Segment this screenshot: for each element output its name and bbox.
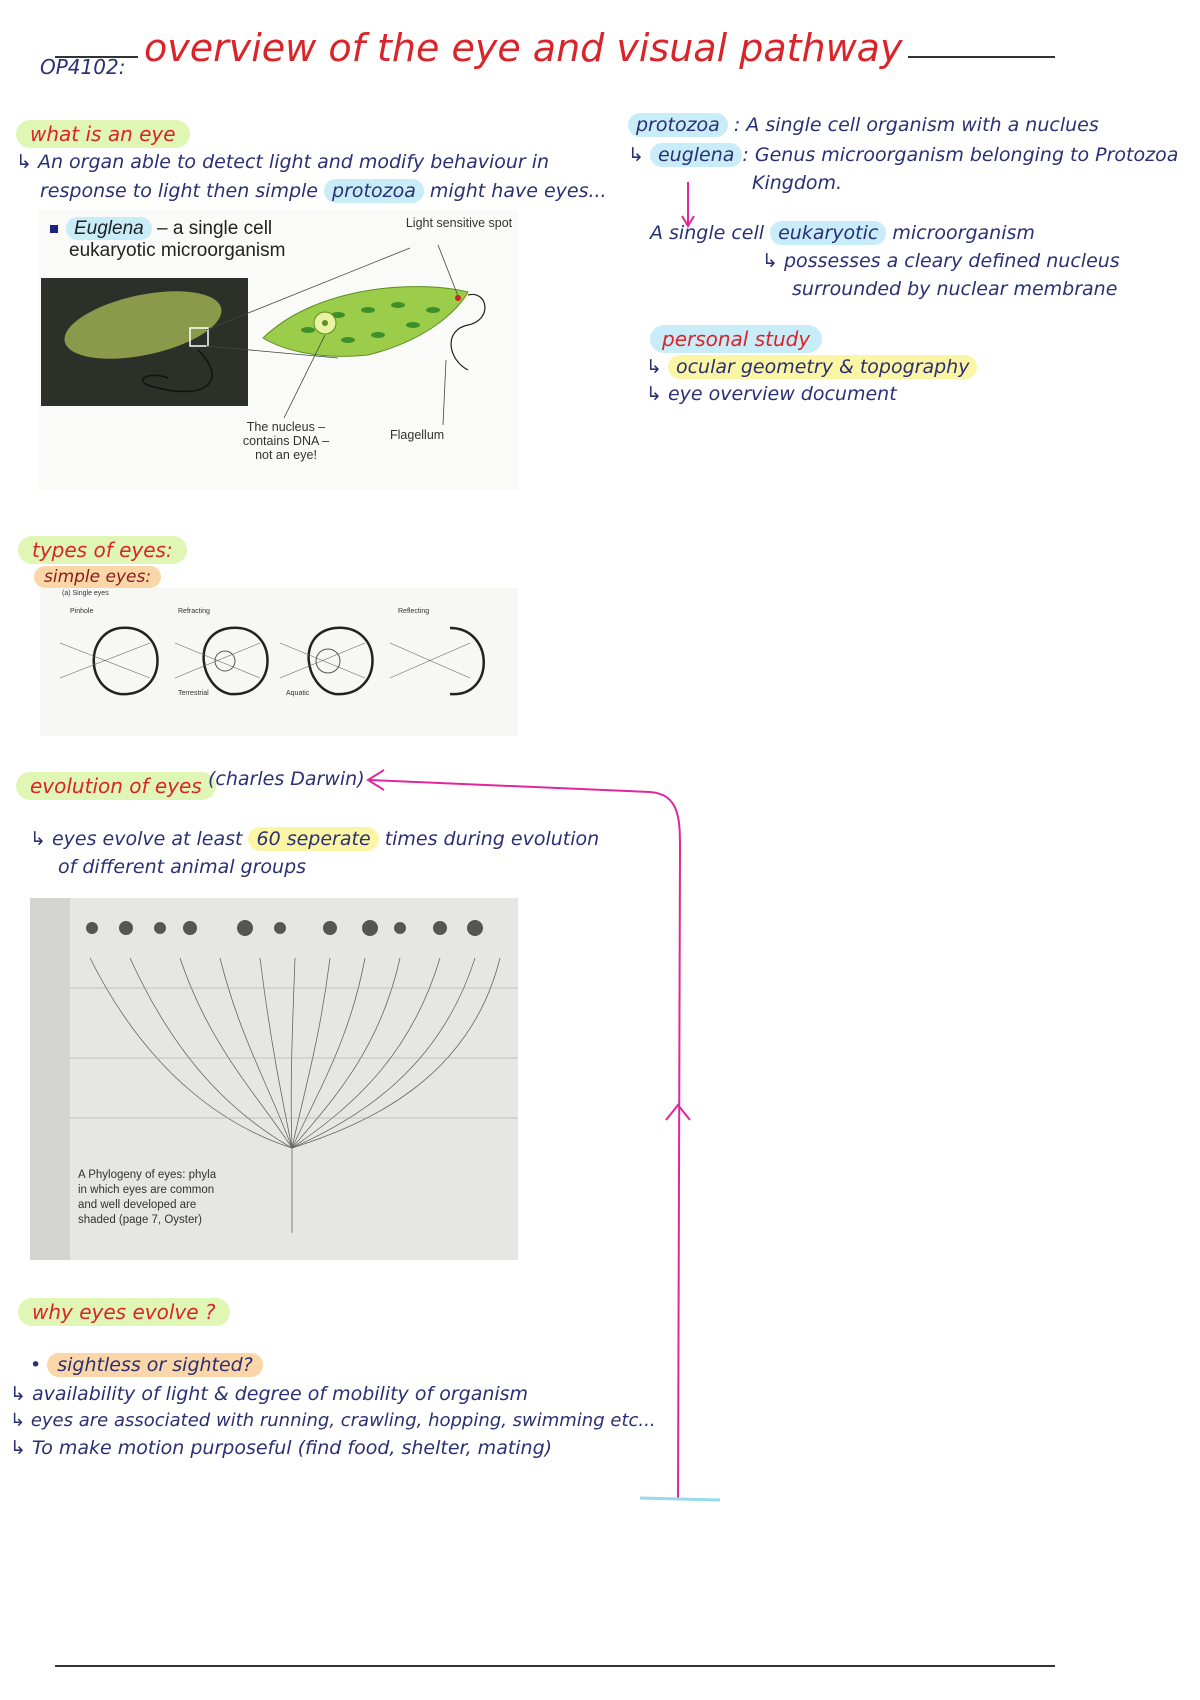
footer-rule xyxy=(55,1665,1055,1667)
why-evolve-line2 xyxy=(10,1410,656,1432)
arrow-icon: ↳ xyxy=(628,144,650,166)
arrow-icon: ↳ xyxy=(646,383,668,405)
personal-study-item1 xyxy=(646,356,977,379)
arrow-icon: ↳ xyxy=(10,1410,31,1431)
highlight-protozoa: protozoa xyxy=(324,179,424,203)
euglena-figure xyxy=(38,210,518,490)
fig-label-pinhole: Pinhole xyxy=(70,608,94,615)
page-title: overview of the eye and visual pathway xyxy=(138,26,908,72)
label-light-spot: Light sensitive spot xyxy=(405,216,513,230)
reflecting-eye-diagram xyxy=(450,628,484,694)
highlight-eukaryotic: eukaryotic xyxy=(770,221,886,245)
simple-eyes-diagram xyxy=(40,588,518,736)
term-protozoa: protozoa xyxy=(628,113,728,137)
arrow-icon: ↳ xyxy=(10,1383,32,1405)
personal-study-item2 xyxy=(646,383,897,406)
fig-label-refracting: Refracting xyxy=(178,608,210,615)
label-nucleus: The nucleus – contains DNA – not an eye! xyxy=(242,420,330,462)
text: eyes evolve at least xyxy=(51,828,243,850)
text: times during evolution xyxy=(384,828,600,850)
euglena-def xyxy=(628,144,1178,167)
text: : Genus microorganism belonging to Protozoa xyxy=(742,144,1179,166)
subheading-simple-eyes: simple eyes: xyxy=(34,566,161,588)
label-flagellum: Flagellum xyxy=(390,428,445,442)
euglena-illustration xyxy=(38,210,518,490)
text: availability of light & degree of mobility of organism xyxy=(31,1383,529,1405)
highlight-60-seperate: 60 seperate xyxy=(248,827,378,851)
fig-label-terrestrial: Terrestrial xyxy=(178,690,209,697)
text: microorganism xyxy=(892,222,1035,244)
bullet-icon: • xyxy=(30,1354,48,1376)
phylogeny-caption: A Phylogeny of eyes: phyla in which eyes are common and well developed are shaded (page 7, Oyster) xyxy=(78,1169,217,1226)
section-heading-evolution: evolution of eyes xyxy=(16,772,216,800)
text: sightless or sighted? xyxy=(47,1353,263,1377)
section-heading-what-is-eye: what is an eye xyxy=(16,120,190,148)
euglena-cell-drawing xyxy=(263,287,468,357)
arrow-icon: ↳ xyxy=(646,356,668,378)
simple-eyes-figure xyxy=(40,588,518,736)
fig-label-reflecting: Reflecting xyxy=(398,608,430,615)
text: eukaryotic microorganism xyxy=(69,240,286,261)
evolution-line2: of different animal groups xyxy=(58,856,307,878)
what-is-eye-line1 xyxy=(16,151,549,174)
why-evolve-bullet xyxy=(30,1354,263,1377)
arrow-icon: ↳ xyxy=(16,151,38,173)
eukaryotic-line xyxy=(650,222,1035,245)
nucleus-line xyxy=(762,250,1120,273)
text: might have eyes... xyxy=(429,180,607,202)
arrow-icon: ↳ xyxy=(10,1437,32,1459)
text: To make motion purposeful (find food, shelter, mating) xyxy=(31,1437,553,1459)
text: – a single cell xyxy=(151,218,273,239)
text: ocular geometry & topography xyxy=(668,355,977,379)
text: response to light then simple xyxy=(40,180,318,202)
euglena-term: Euglena xyxy=(66,217,152,240)
term-euglena: euglena xyxy=(650,143,742,167)
arrow-icon: ↳ xyxy=(30,828,52,850)
text: eyes are associated with running, crawling, hopping, swimming etc... xyxy=(30,1410,656,1431)
text: A single cell xyxy=(650,222,765,244)
why-evolve-line3 xyxy=(10,1437,552,1460)
text: possesses a cleary defined nucleus xyxy=(783,250,1120,272)
course-code: OP4102: xyxy=(40,55,126,79)
section-heading-why-evolve: why eyes evolve ? xyxy=(18,1298,230,1326)
text: An organ able to detect light and modify behaviour in xyxy=(37,151,550,173)
text: : A single cell organism with a nuclues xyxy=(733,114,1099,136)
terrestrial-eye-diagram xyxy=(204,628,268,694)
evolution-line1 xyxy=(30,828,599,851)
section-heading-types-of-eyes: types of eyes: xyxy=(18,536,187,564)
membrane-line: surrounded by nuclear membrane xyxy=(792,278,1118,300)
evolution-attribution: (charles Darwin) xyxy=(208,768,365,790)
aquatic-eye-diagram xyxy=(309,628,373,694)
fig-panel-label: (a) Single eyes xyxy=(62,590,109,597)
fig-label-aquatic: Aquatic xyxy=(286,690,310,697)
protozoa-def xyxy=(628,114,1099,137)
what-is-eye-line2 xyxy=(40,180,607,203)
euglena-def-cont: Kingdom. xyxy=(752,172,843,194)
why-evolve-line1 xyxy=(10,1383,528,1406)
text: eye overview document xyxy=(667,383,897,405)
arrow-icon: ↳ xyxy=(762,250,784,272)
section-heading-personal-study: personal study xyxy=(650,325,822,353)
phylogeny-figure xyxy=(30,898,518,1260)
